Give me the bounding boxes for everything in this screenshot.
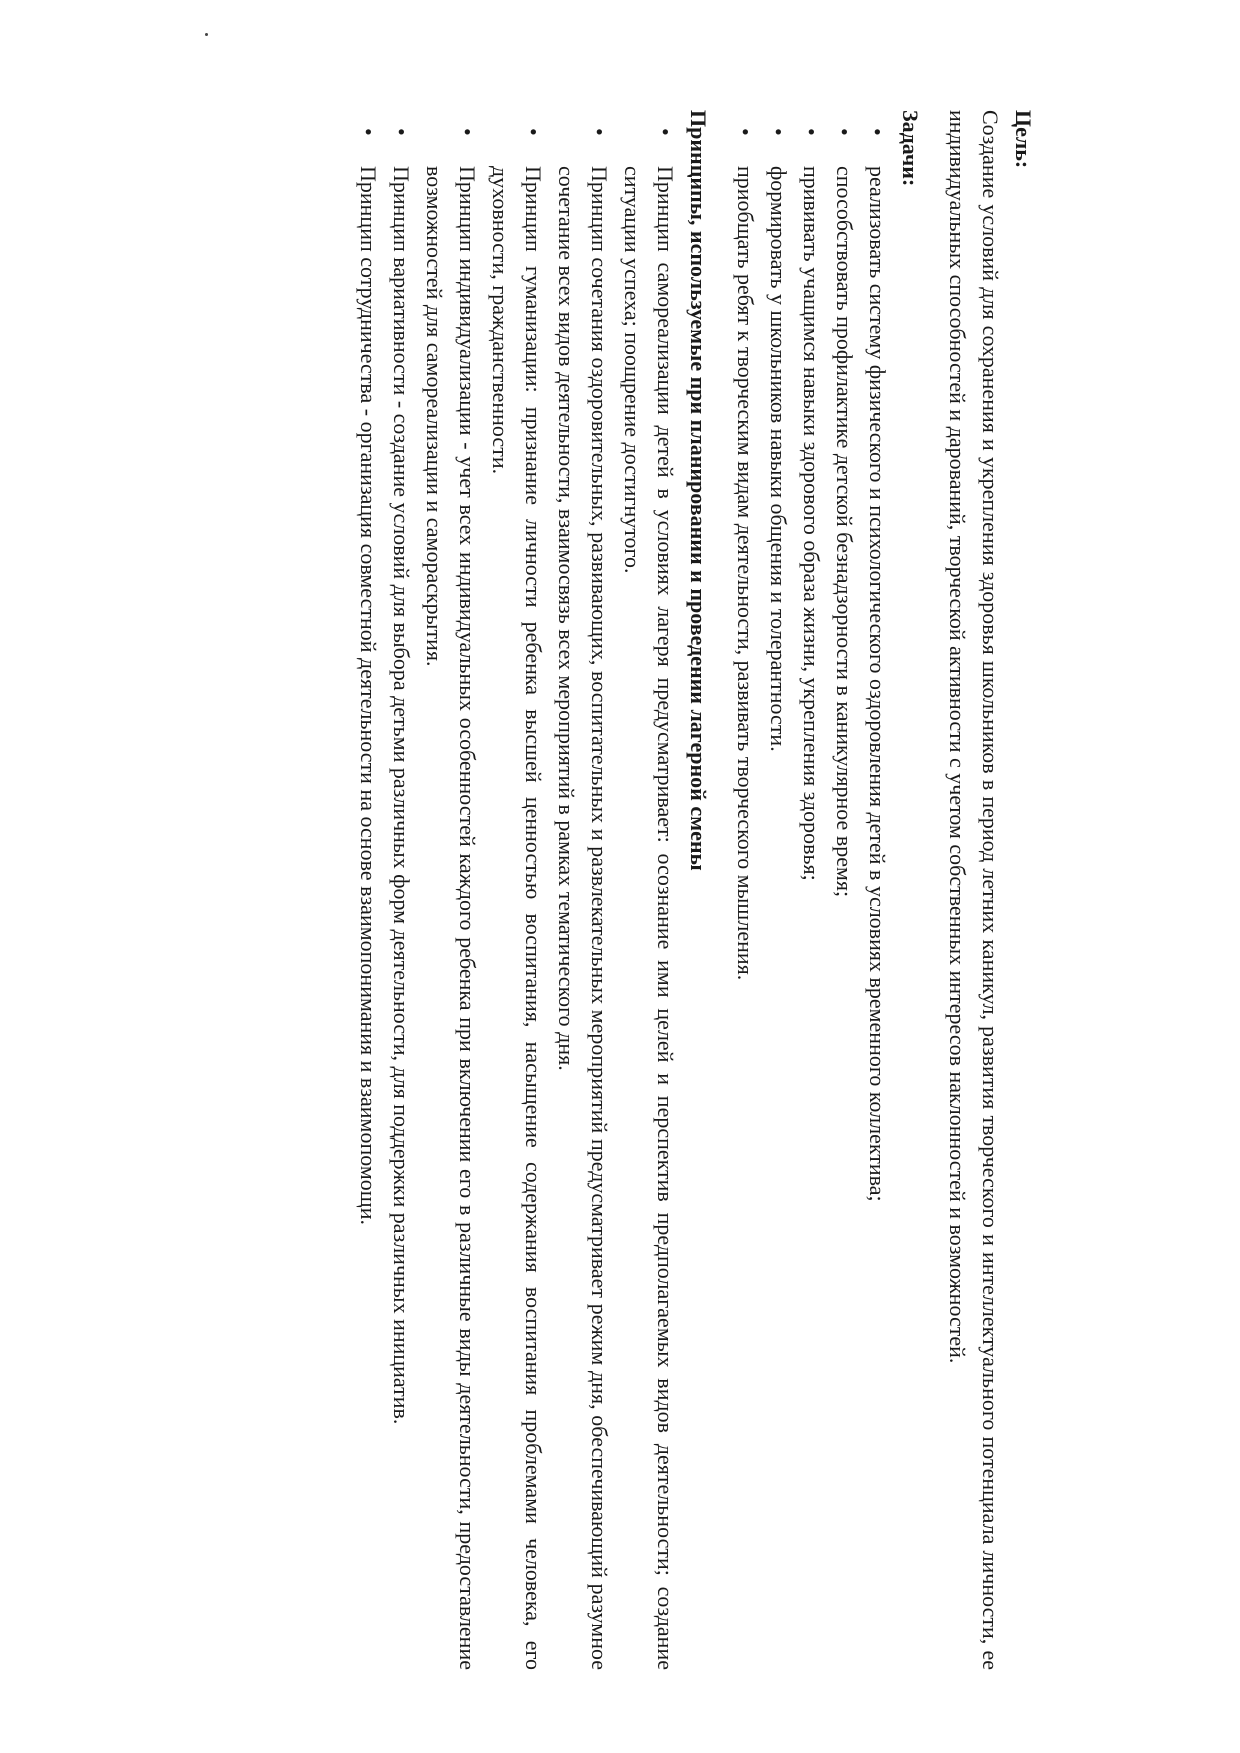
list-item: • реализовать систему физического и психологического оздоровления детей в условиях временного коллектива; xyxy=(861,110,894,1670)
list-item: • Принцип вариативности - создание условий для выбора детьми различных форм деятельности, для поддержки различных инициатив. xyxy=(385,110,418,1670)
tasks-list xyxy=(729,110,894,1670)
bullet-icon: • xyxy=(389,128,414,136)
tasks-heading: Задачи: xyxy=(898,110,923,187)
list-item: • Принцип сочетания оздоровительных, развивающих, воспитательных и развлекательных мероприятий предусматривает режим дня, обеспечивающий разумное сочетание всех видов деятельности, взаимосвязь всех мероприятий в рамках тематического дня. xyxy=(550,110,616,1670)
bullet-icon: • xyxy=(587,128,612,136)
list-item: • Принцип гуманизации: признание личности ребенка высшей ценностью воспитания, насыщение содержания воспитания проблемами человека, его духовности, гражданственности. xyxy=(484,110,550,1670)
spacer xyxy=(927,110,941,1670)
goal-text: Создание условий для сохранения и укрепления здоровья школьников в период летних каникул, развития творческого и интеллектуального потенциала личности, ее индивидуальных способностей и дарований, творческой активности с учетом собственных интересов наклонностей и возможностей. xyxy=(945,110,1003,1670)
bullet-icon: • xyxy=(653,128,678,136)
spacer xyxy=(715,110,729,1670)
rotated-page-content xyxy=(352,110,1040,1670)
list-item: • приобщать ребят к творческим видам деятельности, развивать творческого мышления. xyxy=(729,110,762,1670)
list-item: • Принцип самореализации детей в условиях лагеря предусматривает: осознание ими целей и перспектив предполагаемых видов деятельности; создание ситуации успеха; поощрение достигнутого. xyxy=(616,110,682,1670)
bullet-icon: • xyxy=(766,128,791,136)
list-item: • Принцип индивидуализации - учет всех индивидуальных особенностей каждого ребенка при включении его в различные виды деятельности, предоставление возможностей для самореализации и самораскрытия. xyxy=(418,110,484,1670)
bullet-icon: • xyxy=(455,128,480,136)
list-item: • Принцип сотрудничества - организация совместной деятельности на основе взаимопонимания и взаимопомощи. xyxy=(352,110,385,1670)
goal-heading: Цель: xyxy=(1011,110,1036,169)
principles-heading: Принципы, используемые при планировании и проведении лагерной смены xyxy=(686,110,711,871)
bullet-icon: • xyxy=(832,128,857,136)
bullet-icon: • xyxy=(865,128,890,136)
scan-speck xyxy=(205,33,208,36)
bullet-icon: • xyxy=(521,128,546,136)
list-item: • формировать у школьников навыки общения и толерантности. xyxy=(762,110,795,1670)
principles-list xyxy=(352,110,682,1670)
bullet-icon: • xyxy=(799,128,824,136)
bullet-icon: • xyxy=(733,128,758,136)
bullet-icon: • xyxy=(356,128,381,136)
list-item: • прививать учащимся навыки здорового образа жизни, укрепления здоровья; xyxy=(795,110,828,1670)
list-item: • способствовать профилактике детской безнадзорности в каникулярное время; xyxy=(828,110,861,1670)
